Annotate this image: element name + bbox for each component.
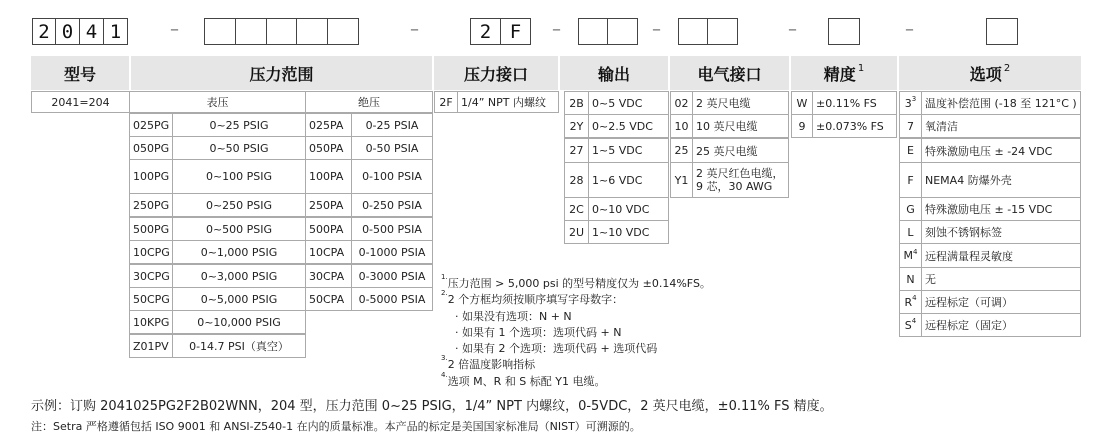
gauge-range: 0~10,000 PSIG — [172, 310, 306, 334]
gauge-range: 0~100 PSIG — [172, 159, 306, 194]
footnote-text: 压力范围 > 5,000 psi 的型号精度仅为 ±0.14%FS。 — [447, 277, 711, 290]
option-desc: 无 — [921, 267, 1081, 291]
absolute-code: 10CPA — [305, 240, 352, 264]
option-desc: 温度补偿范围 (-18 至 121°C ) — [921, 91, 1081, 115]
electrical-desc: 2 英尺红色电缆，9 芯，30 AWG — [692, 162, 789, 198]
absolute-range: 0-3000 PSIA — [351, 264, 433, 288]
code-dash: – — [905, 19, 914, 40]
option-code — [899, 114, 922, 138]
footnote — [441, 356, 535, 372]
absolute-code: 500PA — [305, 217, 352, 241]
footnote-text: · 如果有 2 个选项：选项代码 + 选项代码 — [455, 342, 658, 355]
code-empty-box — [297, 18, 328, 45]
option-desc: 氧清洁 — [921, 114, 1081, 138]
output-desc: 0~10 VDC — [588, 197, 669, 221]
output-desc: 0~2.5 VDC — [588, 114, 669, 138]
header-accuracy-label: 精度 — [823, 64, 856, 84]
footnote-text: 选项 M、R 和 S 标配 Y1 电缆。 — [447, 375, 606, 388]
code-empty-box — [328, 18, 359, 45]
footnote-marker: 1. — [441, 273, 448, 282]
option-desc: 特殊激励电压 ± -24 VDC — [921, 138, 1081, 163]
footnote — [455, 308, 572, 324]
gauge-code: 500PG — [129, 217, 173, 241]
absolute-code: 250PA — [305, 193, 352, 217]
footnote — [441, 291, 623, 307]
gauge-range: 0~1,000 PSIG — [172, 240, 306, 264]
option-code-letter: L — [907, 225, 914, 239]
option-code-letter: F — [907, 173, 914, 187]
gauge-code: Z01PV — [129, 334, 173, 358]
code-dash: – — [652, 19, 661, 40]
header-options-sup: 2 — [1003, 62, 1011, 74]
footnote-text: 2 个方框均须按顺序填写字母数字： — [447, 293, 624, 306]
header-accuracy-sup: 1 — [857, 62, 865, 74]
code-empty-box — [267, 18, 297, 45]
absolute-code: 025PA — [305, 113, 352, 137]
gauge-code: 025PG — [129, 113, 173, 137]
option-code-sup: 3 — [911, 95, 917, 103]
option-code-letter: G — [906, 202, 915, 216]
code-empty-box — [236, 18, 267, 45]
option-code-letter: 3 — [904, 96, 912, 110]
header-options — [899, 56, 1081, 90]
code-dash: – — [170, 19, 179, 40]
gauge-range: 0~250 PSIG — [172, 193, 306, 217]
code-digit-box: 2 — [32, 18, 56, 45]
option-code-sup: 4 — [912, 294, 917, 302]
gauge-code: 250PG — [129, 193, 173, 217]
absolute-code: 050PA — [305, 136, 352, 160]
code-digit-box: 0 — [56, 18, 80, 45]
header-output: 输出 — [560, 56, 668, 90]
option-code-letter: S — [904, 318, 912, 332]
code-port-box: 2 — [470, 18, 501, 45]
gauge-range: 0~3,000 PSIG — [172, 264, 306, 288]
absolute-range: 0-25 PSIA — [351, 113, 433, 137]
accuracy-code: 9 — [791, 114, 813, 138]
electrical-desc: 25 英尺电缆 — [692, 138, 789, 163]
absolute-range: 0-100 PSIA — [351, 159, 433, 194]
accuracy-desc: ±0.11% FS — [812, 91, 897, 115]
gauge-code: 050PG — [129, 136, 173, 160]
code-dash: – — [552, 19, 561, 40]
header-electrical: 电气接口 — [670, 56, 789, 90]
code-empty-box — [678, 18, 708, 45]
output-desc: 1~5 VDC — [588, 138, 669, 163]
footnote-marker: 3. — [441, 354, 448, 363]
gauge-range: 0~500 PSIG — [172, 217, 306, 241]
footnote-marker: 2. — [441, 289, 448, 298]
footnote-text: · 如果没有选项：N + N — [455, 310, 572, 323]
absolute-code: 100PA — [305, 159, 352, 194]
absolute-subheader: 绝压 — [305, 91, 433, 113]
footnote-text: · 如果有 1 个选项：选项代码 + N — [455, 326, 622, 339]
output-code: 2B — [564, 91, 589, 115]
quality-disclaimer: 注：Setra 严格遵循包括 ISO 9001 和 ANSI-Z540-1 在内的质量标准。本产品的标定是美国国家标准局（NIST）可溯源的。 — [31, 420, 641, 433]
gauge-range: 0~25 PSIG — [172, 113, 306, 137]
option-code-letter: 7 — [907, 119, 914, 133]
gauge-range: 0-14.7 PSI（真空） — [172, 334, 306, 358]
option-code — [899, 220, 922, 244]
absolute-code: 50CPA — [305, 287, 352, 311]
gauge-range: 0~5,000 PSIG — [172, 287, 306, 311]
option-code-letter: R — [904, 295, 913, 309]
option-code — [899, 267, 922, 291]
option-code — [899, 313, 922, 337]
option-code-sup: 4 — [911, 317, 917, 325]
code-empty-box — [986, 18, 1018, 45]
gauge-code: 10CPG — [129, 240, 173, 264]
option-desc: 远程标定（固定） — [921, 313, 1081, 337]
model-value: 2041=204 — [31, 91, 130, 113]
output-code: 2Y — [564, 114, 589, 138]
footnote — [455, 340, 657, 356]
absolute-range: 0-5000 PSIA — [351, 287, 433, 311]
electrical-code: Y1 — [670, 162, 693, 198]
header-options-label: 选项 — [969, 64, 1002, 84]
absolute-range: 0-500 PSIA — [351, 217, 433, 241]
code-empty-box — [204, 18, 236, 45]
electrical-desc: 2 英尺电缆 — [692, 91, 789, 115]
gauge-subheader: 表压 — [129, 91, 306, 113]
header-model: 型号 — [31, 56, 129, 90]
output-code: 28 — [564, 162, 589, 198]
option-code — [899, 197, 922, 221]
footnote — [441, 275, 711, 291]
electrical-desc: 10 英尺电缆 — [692, 114, 789, 138]
option-code — [899, 162, 922, 198]
gauge-code: 50CPG — [129, 287, 173, 311]
header-accuracy — [791, 56, 897, 90]
code-empty-box — [608, 18, 638, 45]
port-desc: 1/4” NPT 内螺纹 — [457, 91, 559, 113]
code-port-box: F — [501, 18, 531, 45]
output-desc: 1~10 VDC — [588, 220, 669, 244]
option-desc: 刻蚀不锈钢标签 — [921, 220, 1081, 244]
header-pressure-range: 压力范围 — [131, 56, 432, 90]
code-digit-box: 4 — [80, 18, 104, 45]
electrical-code: 25 — [670, 138, 693, 163]
absolute-range: 0-1000 PSIA — [351, 240, 433, 264]
option-code — [899, 243, 922, 268]
code-dash: – — [410, 19, 419, 40]
option-code-letter: N — [906, 272, 915, 286]
output-desc: 1~6 VDC — [588, 162, 669, 198]
footnote — [455, 324, 621, 340]
output-code: 2C — [564, 197, 589, 221]
electrical-code: 02 — [670, 91, 693, 115]
gauge-code: 100PG — [129, 159, 173, 194]
footnote-text: 2 倍温度影响指标 — [447, 358, 536, 371]
option-code — [899, 138, 922, 163]
code-empty-box — [708, 18, 738, 45]
output-code: 27 — [564, 138, 589, 163]
code-empty-box — [828, 18, 860, 45]
output-desc: 0~5 VDC — [588, 91, 669, 115]
option-code — [899, 290, 922, 314]
absolute-range: 0-250 PSIA — [351, 193, 433, 217]
accuracy-code: W — [791, 91, 813, 115]
port-code: 2F — [434, 91, 458, 113]
header-pressure-port: 压力接口 — [434, 56, 558, 90]
footnote — [441, 373, 606, 389]
code-empty-box — [578, 18, 608, 45]
gauge-range: 0~50 PSIG — [172, 136, 306, 160]
electrical-code: 10 — [670, 114, 693, 138]
gauge-code: 10KPG — [129, 310, 173, 334]
option-desc: 特殊激励电压 ± -15 VDC — [921, 197, 1081, 221]
output-code: 2U — [564, 220, 589, 244]
code-digit-box: 1 — [104, 18, 128, 45]
option-code-letter: E — [907, 144, 914, 157]
absolute-range: 0-50 PSIA — [351, 136, 433, 160]
accuracy-desc: ±0.073% FS — [812, 114, 897, 138]
gauge-code: 30CPG — [129, 264, 173, 288]
option-code-letter: M — [903, 249, 914, 262]
option-desc: NEMA4 防爆外壳 — [921, 162, 1081, 198]
option-code-sup: 4 — [913, 247, 918, 256]
code-dash: – — [788, 19, 797, 40]
order-example: 示例：订购 2041025PG2F2B02WNN，204 型，压力范围 0~25 PSIG，1/4” NPT 内螺纹，0-5VDC，2 英尺电缆，±0.11% FS 精度。 — [31, 399, 833, 414]
absolute-code: 30CPA — [305, 264, 352, 288]
footnote-marker: 4. — [441, 371, 448, 380]
option-code — [899, 91, 922, 115]
option-desc: 远程满量程灵敏度 — [921, 243, 1081, 268]
option-desc: 远程标定（可调） — [921, 290, 1081, 314]
